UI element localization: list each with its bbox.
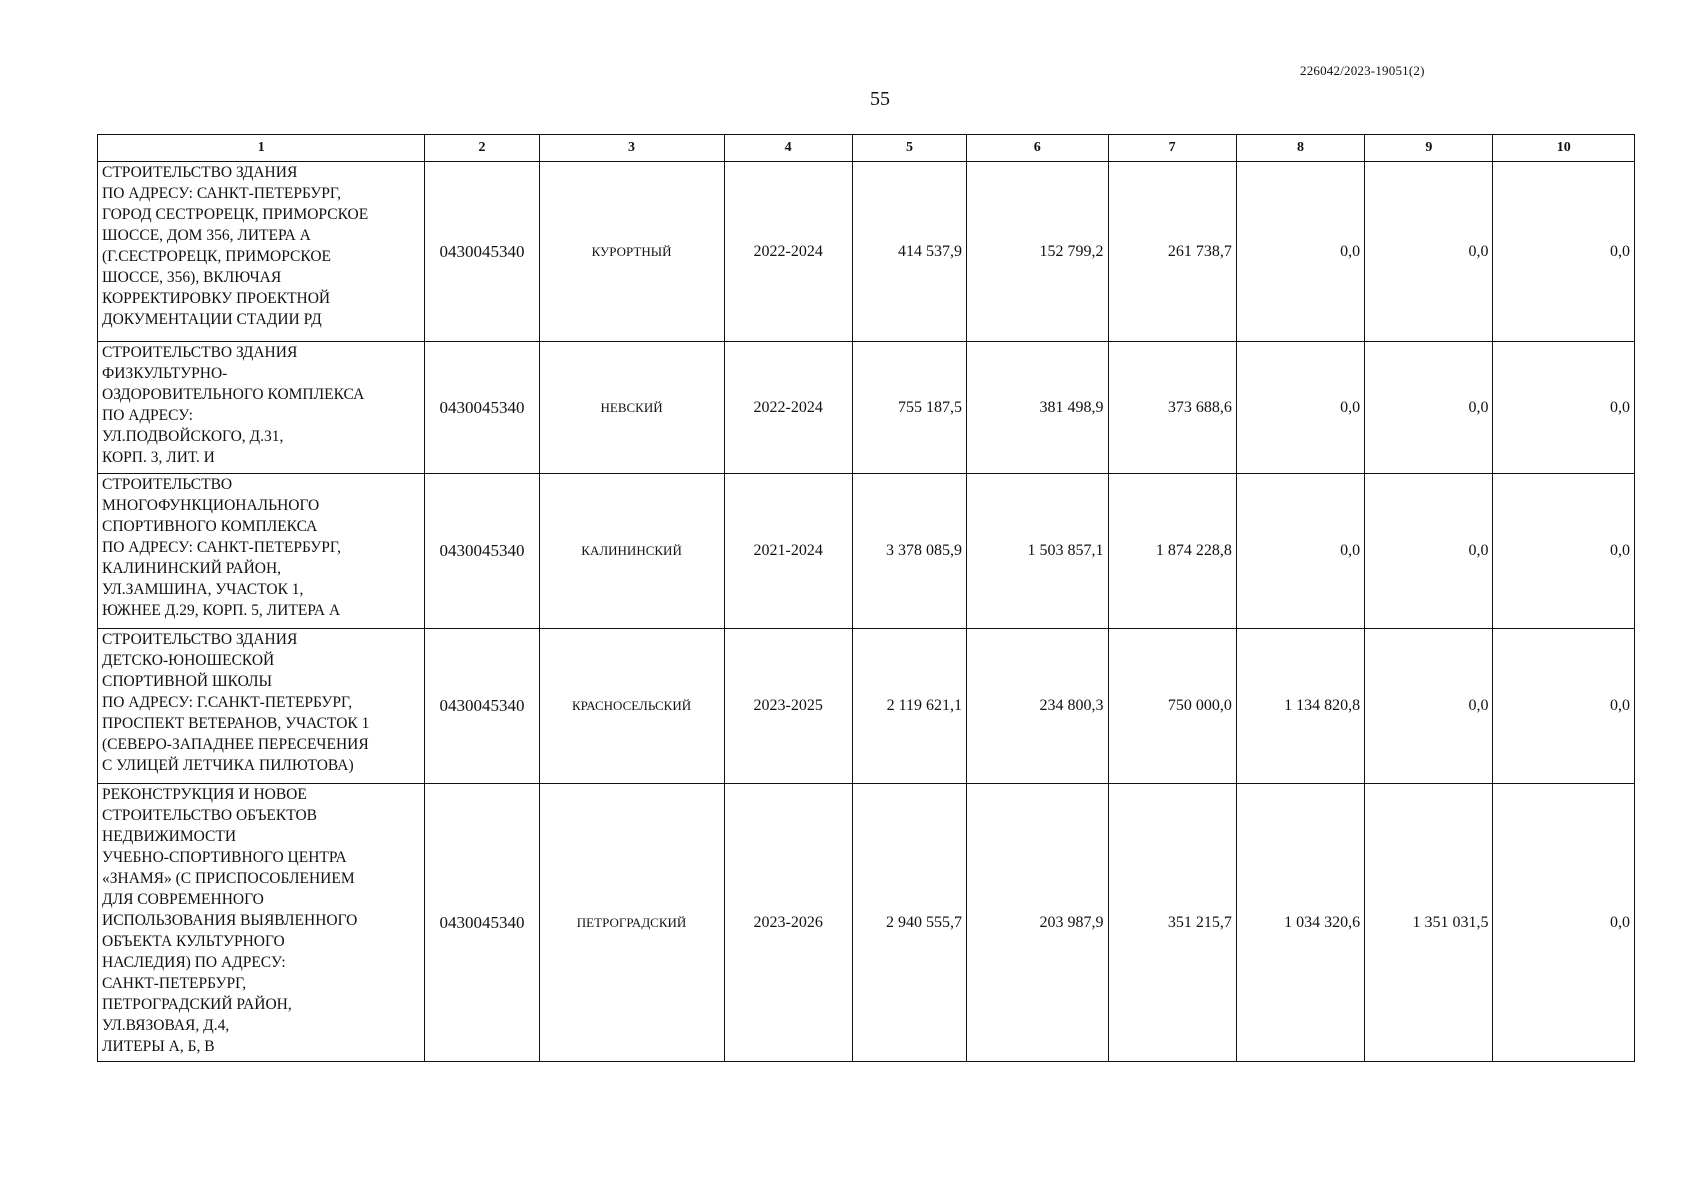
value-cell-9: 0,0 [1365, 474, 1493, 629]
district-cell: КРАСНОСЕЛЬСКИЙ [539, 629, 724, 784]
column-header: 9 [1365, 135, 1493, 162]
value-cell-8: 1 034 320,6 [1236, 784, 1364, 1062]
value-cell-7: 1 874 228,8 [1108, 474, 1236, 629]
value-cell-5: 3 378 085,9 [852, 474, 966, 629]
value-cell-5: 755 187,5 [852, 342, 966, 474]
column-header: 8 [1236, 135, 1364, 162]
value-cell-8: 0,0 [1236, 342, 1364, 474]
investment-table [97, 134, 1635, 1062]
period-cell: 2022-2024 [724, 342, 852, 474]
period-cell: 2023-2026 [724, 784, 852, 1062]
value-cell-10: 0,0 [1493, 784, 1635, 1062]
value-cell-6: 1 503 857,1 [967, 474, 1108, 629]
column-header: 4 [724, 135, 852, 162]
column-header: 6 [967, 135, 1108, 162]
code-cell: 0430045340 [425, 629, 539, 784]
district-cell: КАЛИНИНСКИЙ [539, 474, 724, 629]
document-number: 226042/2023-19051(2) [1300, 63, 1425, 78]
value-cell-5: 414 537,9 [852, 162, 966, 342]
value-cell-9: 1 351 031,5 [1365, 784, 1493, 1062]
district-cell: НЕВСКИЙ [539, 342, 724, 474]
object-name-cell: РЕКОНСТРУКЦИЯ И НОВОЕ СТРОИТЕЛЬСТВО ОБЪЕКТОВ НЕДВИЖИМОСТИ УЧЕБНО-СПОРТИВНОГО ЦЕНТРА «ЗНАМЯ» (С ПРИСПОСОБЛЕНИЕМ ДЛЯ СОВРЕМЕННОГО ИСПОЛЬЗОВАНИЯ ВЫЯВЛЕННОГО ОБЪЕКТА КУЛЬТУРНОГО НАСЛЕДИЯ) ПО АДРЕСУ: САНКТ-ПЕТЕРБУРГ, ПЕТРОГРАДСКИЙ РАЙОН, УЛ.ВЯЗОВАЯ, Д.4, ЛИТЕРЫ А, Б, В [98, 784, 425, 1062]
table-header-row [98, 135, 1635, 162]
value-cell-6: 234 800,3 [967, 629, 1108, 784]
value-cell-6: 381 498,9 [967, 342, 1108, 474]
table-row [98, 162, 1635, 342]
period-cell: 2022-2024 [724, 162, 852, 342]
value-cell-6: 203 987,9 [967, 784, 1108, 1062]
value-cell-7: 750 000,0 [1108, 629, 1236, 784]
value-cell-6: 152 799,2 [967, 162, 1108, 342]
district-cell: ПЕТРОГРАДСКИЙ [539, 784, 724, 1062]
value-cell-5: 2 119 621,1 [852, 629, 966, 784]
code-cell: 0430045340 [425, 342, 539, 474]
column-header: 3 [539, 135, 724, 162]
table-row [98, 784, 1635, 1062]
period-cell: 2023-2025 [724, 629, 852, 784]
object-name-cell: СТРОИТЕЛЬСТВО ЗДАНИЯ ПО АДРЕСУ: САНКТ-ПЕТЕРБУРГ, ГОРОД СЕСТРОРЕЦК, ПРИМОРСКОЕ ШОССЕ, ДОМ 356, ЛИТЕРА А (Г.СЕСТРОРЕЦК, ПРИМОРСКОЕ ШОССЕ, 356), ВКЛЮЧАЯ КОРРЕКТИРОВКУ ПРОЕКТНОЙ ДОКУМЕНТАЦИИ СТАДИИ РД [98, 162, 425, 342]
object-name-cell: СТРОИТЕЛЬСТВО ЗДАНИЯ ФИЗКУЛЬТУРНО- ОЗДОРОВИТЕЛЬНОГО КОМПЛЕКСА ПО АДРЕСУ: УЛ.ПОДВОЙСКОГО, Д.31, КОРП. 3, ЛИТ. И [98, 342, 425, 474]
value-cell-9: 0,0 [1365, 162, 1493, 342]
table-row [98, 342, 1635, 474]
value-cell-7: 373 688,6 [1108, 342, 1236, 474]
object-name-cell: СТРОИТЕЛЬСТВО МНОГОФУНКЦИОНАЛЬНОГО СПОРТИВНОГО КОМПЛЕКСА ПО АДРЕСУ: САНКТ-ПЕТЕРБУРГ, КАЛИНИНСКИЙ РАЙОН, УЛ.ЗАМШИНА, УЧАСТОК 1, ЮЖНЕЕ Д.29, КОРП. 5, ЛИТЕРА А [98, 474, 425, 629]
value-cell-10: 0,0 [1493, 162, 1635, 342]
column-header: 7 [1108, 135, 1236, 162]
value-cell-8: 0,0 [1236, 162, 1364, 342]
code-cell: 0430045340 [425, 162, 539, 342]
value-cell-10: 0,0 [1493, 629, 1635, 784]
value-cell-7: 351 215,7 [1108, 784, 1236, 1062]
page-number: 55 [870, 88, 890, 110]
value-cell-10: 0,0 [1493, 342, 1635, 474]
district-cell: КУРОРТНЫЙ [539, 162, 724, 342]
value-cell-5: 2 940 555,7 [852, 784, 966, 1062]
value-cell-8: 0,0 [1236, 474, 1364, 629]
value-cell-9: 0,0 [1365, 342, 1493, 474]
table-row [98, 629, 1635, 784]
code-cell: 0430045340 [425, 784, 539, 1062]
table-row [98, 474, 1635, 629]
period-cell: 2021-2024 [724, 474, 852, 629]
column-header: 10 [1493, 135, 1635, 162]
column-header: 2 [425, 135, 539, 162]
value-cell-9: 0,0 [1365, 629, 1493, 784]
code-cell: 0430045340 [425, 474, 539, 629]
value-cell-7: 261 738,7 [1108, 162, 1236, 342]
column-header: 5 [852, 135, 966, 162]
object-name-cell: СТРОИТЕЛЬСТВО ЗДАНИЯ ДЕТСКО-ЮНОШЕСКОЙ СПОРТИВНОЙ ШКОЛЫ ПО АДРЕСУ: Г.САНКТ-ПЕТЕРБУРГ, ПРОСПЕКТ ВЕТЕРАНОВ, УЧАСТОК 1 (СЕВЕРО-ЗАПАДНЕЕ ПЕРЕСЕЧЕНИЯ С УЛИЦЕЙ ЛЕТЧИКА ПИЛЮТОВА) [98, 629, 425, 784]
value-cell-8: 1 134 820,8 [1236, 629, 1364, 784]
column-header: 1 [98, 135, 425, 162]
value-cell-10: 0,0 [1493, 474, 1635, 629]
